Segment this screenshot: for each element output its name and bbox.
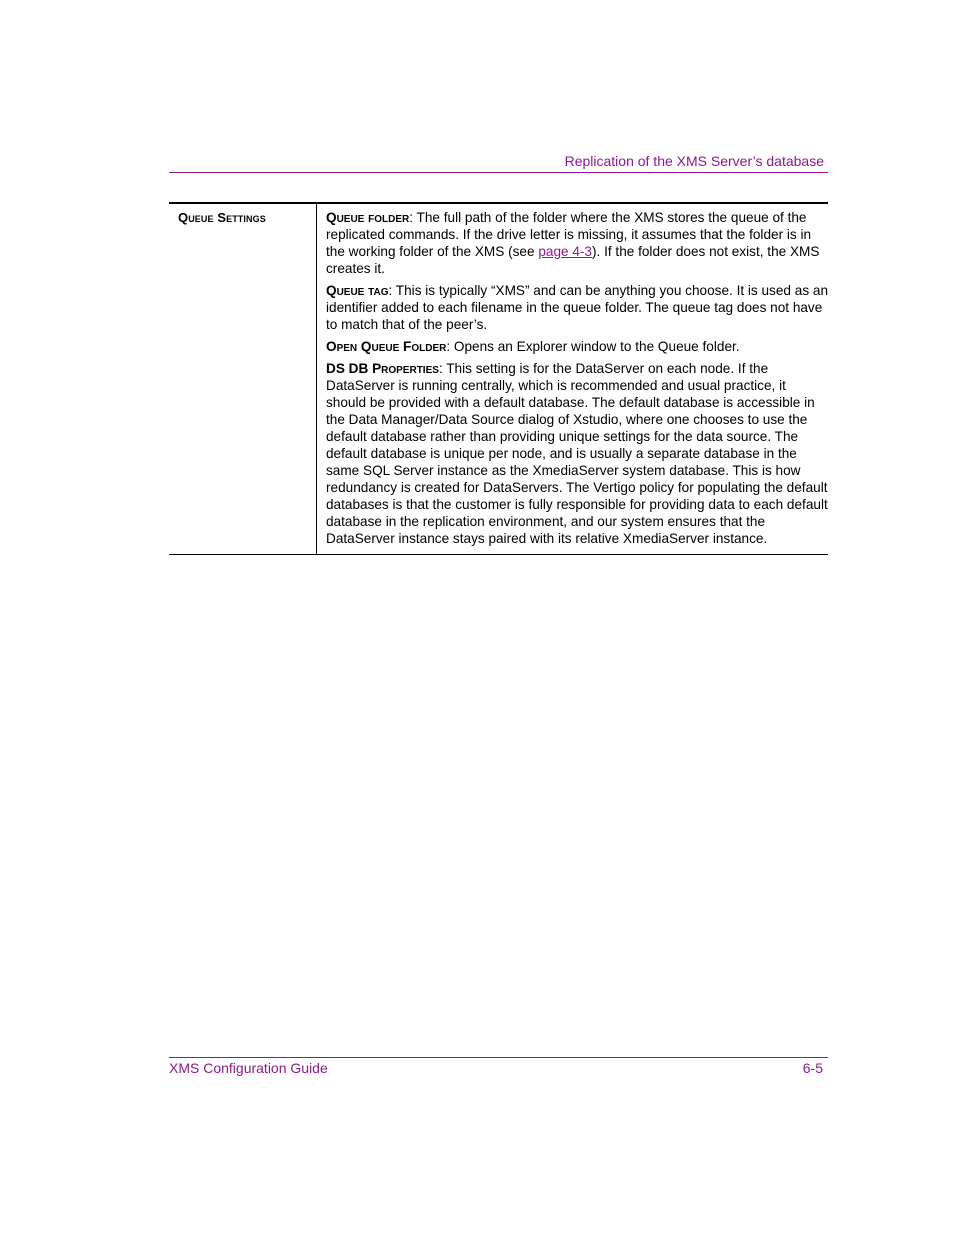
entry-text: : This setting is for the DataServer on each node. If the DataServer is running centrally, which is recommended and usual practice, it should be provided with a default database. The default database is accessible in the Data Manager/Data Source dialog of Xstudio, where one chooses to use the default database rather than providing unique settings for the data source. The default database is unique per node, and is usually a separate database in the same SQL Server instance as the XmediaServer system database. This is how redundancy is created for DataServers. The Vertigo policy for populating the default databases is that the customer is fully responsible for providing data to each default database in the replication environment, and our system ensures that the DataServer instance stays paired with its relative XmediaServer instance. <box>326 361 828 546</box>
entry-ds-db-properties <box>326 360 828 547</box>
footer-page-number: 6-5 <box>802 1060 823 1076</box>
running-header-title: Replication of the XMS Server’s database <box>564 153 824 169</box>
entry-text: : This is typically “XMS” and can be anything you choose. It is used as an identifier added to each filename in the queue folder. The queue tag does not have to match that of the peer’s. <box>326 283 829 332</box>
footer-rule <box>169 1057 828 1058</box>
term-ds-db-properties: DS DB Properties <box>326 361 439 376</box>
entry-queue-folder <box>326 209 828 277</box>
entry-text: ). If the folder does not exist, the XMS creates it. <box>326 244 820 276</box>
page-link[interactable]: page 4-3 <box>538 244 592 259</box>
row-label-queue-settings: Queue Settings <box>169 204 317 554</box>
settings-table <box>169 202 828 555</box>
entry-queue-tag <box>326 282 828 333</box>
header-rule <box>169 172 828 173</box>
footer-guide-title: XMS Configuration Guide <box>169 1060 328 1076</box>
row-description <box>317 204 828 554</box>
term-open-queue-folder: Open Queue Folder <box>326 339 447 354</box>
entry-open-queue-folder <box>326 338 828 355</box>
entry-text: : Opens an Explorer window to the Queue folder. <box>446 339 740 354</box>
term-queue-folder: Queue folder <box>326 210 410 225</box>
entry-text: : The full path of the folder where the XMS stores the queue of the replicated commands. If the drive letter is missing, it assumes that the folder is in the working folder of the XMS (see <box>326 210 812 259</box>
term-queue-tag: Queue tag <box>326 283 389 298</box>
